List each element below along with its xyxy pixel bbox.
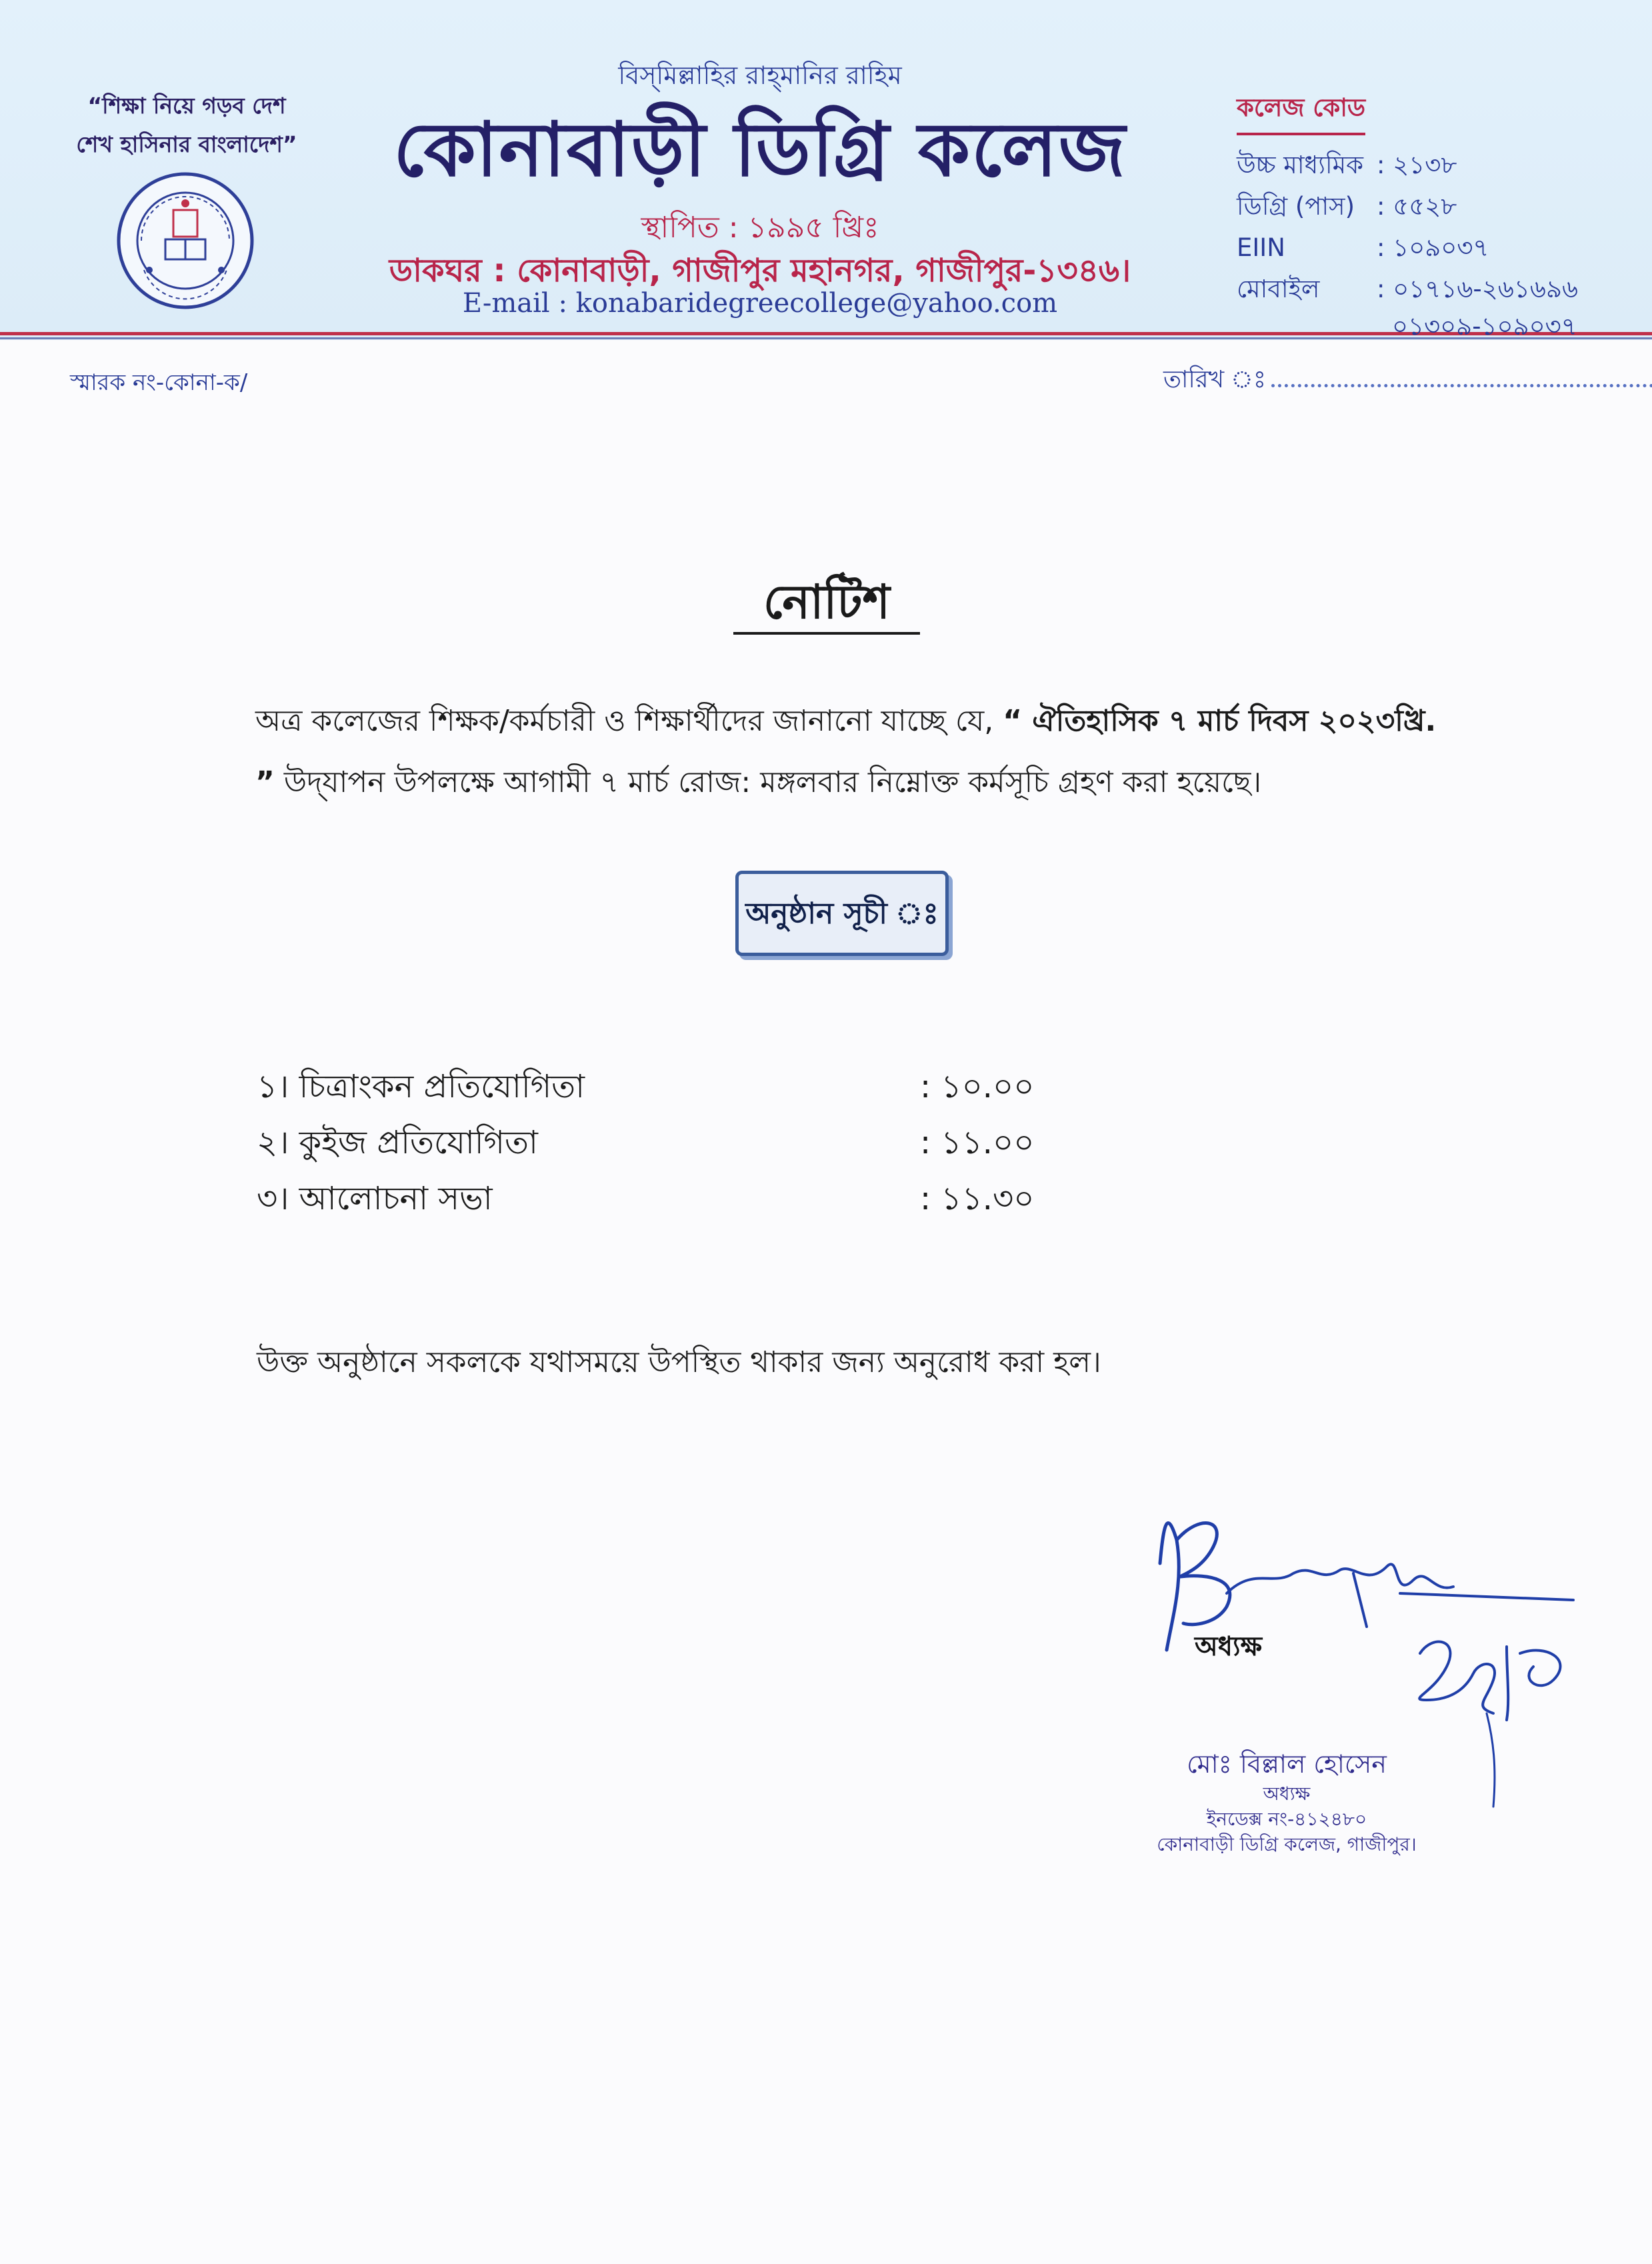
list-item [257, 1059, 1123, 1115]
program-title-scroll [735, 871, 949, 956]
code-row-degree [1237, 186, 1637, 227]
notice-intro [255, 691, 1449, 813]
mobile-number-2: ০১৩০৯-১০৯০৩৭ [1392, 312, 1577, 341]
intro-event-name: “ ঐতিহাসিক ৭ মার্চ দিবস ২০২৩খ্রি. ” [255, 704, 1437, 799]
date-blank-line [1271, 360, 1652, 387]
program-item-time: : ১১.৩০ [920, 1180, 1035, 1217]
signatory-designation: অধ্যক্ষ [1195, 1631, 1263, 1662]
date-label: তারিখ ঃ [1163, 366, 1267, 393]
notice-closing: উক্ত অনুষ্ঠানে সকলকে যথাসময়ে উপস্থিত থাকার জন্য অনুরোধ করা হল। [257, 1345, 1101, 1379]
slogan-line-2: শেখ হাসিনার বাংলাদেশ” [76, 131, 297, 157]
bismillah: বিস্‌মিল্লাহির রাহ্‌মানির রাহিম [618, 61, 902, 90]
college-seal-logo-icon [115, 170, 256, 311]
postal-address: ডাকঘর : কোনাবাড়ী, গাজীপুর মহানগর, গাজীপুর-১৩৪৬। [389, 252, 1131, 289]
slogan-line-1: “শিক্ষা নিয়ে গড়ব দেশ [87, 93, 286, 119]
memo-number: স্মারক নং-কোনা-ক/ [70, 369, 248, 396]
principal-seal-stamp [1127, 1747, 1447, 1857]
code-row-mobile [1237, 269, 1637, 310]
list-item [257, 1115, 1123, 1171]
code-value: : ৫৫২৮ [1377, 192, 1457, 221]
email-address: E-mail : konabaridegreecollege@yahoo.com [462, 288, 1058, 319]
college-codes [1237, 88, 1637, 343]
date-field [1163, 360, 1652, 401]
stamp-title: অধ্যক্ষ [1263, 1783, 1311, 1805]
code-value: : ০১৭১৬-২৬১৬৯৬ [1377, 275, 1579, 303]
code-label: উচ্চ মাধ্যমিক [1237, 151, 1364, 179]
code-row-eiin [1237, 227, 1637, 269]
code-label: EIIN [1237, 233, 1285, 262]
notice-title: নোটিশ [733, 572, 920, 635]
stamp-name: মোঃ বিল্লাল হোসেন [1187, 1749, 1387, 1779]
program-list [257, 1059, 1123, 1227]
intro-text-1: অত্র কলেজের শিক্ষক/কর্মচারী ও শিক্ষার্থীদের জানানো যাচ্ছে যে, [255, 704, 1003, 738]
college-name: কোনাবাড়ী ডিগ্রি কলেজ [393, 107, 1127, 193]
slogan [47, 87, 327, 164]
stamp-institution: কোনাবাড়ী ডিগ্রি কলেজ, গাজীপুর। [1157, 1833, 1417, 1855]
program-item-time: : ১০.০০ [920, 1068, 1035, 1105]
code-label: মোবাইল [1237, 275, 1320, 303]
code-label: ডিগ্রি (পাস) [1237, 192, 1355, 221]
established-year: স্থাপিত : ১৯৯৫ খ্রিঃ [641, 211, 879, 245]
list-item [257, 1171, 1123, 1227]
code-value: : ১০৯০৩৭ [1377, 233, 1489, 262]
program-item-name: ১। চিত্রাংকন প্রতিযোগিতা [257, 1068, 585, 1105]
program-item-name: ২। কুইজ প্রতিযোগিতা [257, 1124, 538, 1161]
program-title: অনুষ্ঠান সূচী ঃ [745, 897, 939, 931]
intro-text-2: উদ্‌যাপন উপলক্ষে আগামী ৭ মার্চ রোজ: মঙ্গলবার নিম্নোক্ত কর্মসূচি গ্রহণ করা হয়েছে। [274, 765, 1262, 799]
program-item-name: ৩। আলোচনা সভা [257, 1180, 493, 1217]
code-value: : ২১৩৮ [1377, 151, 1457, 179]
stamp-index-number: ইনডেক্স নং-৪১২৪৮০ [1206, 1808, 1367, 1830]
program-item-time: : ১১.০০ [920, 1124, 1035, 1161]
code-row-hsc [1237, 145, 1637, 186]
codes-title: কলেজ কোড [1237, 88, 1365, 135]
